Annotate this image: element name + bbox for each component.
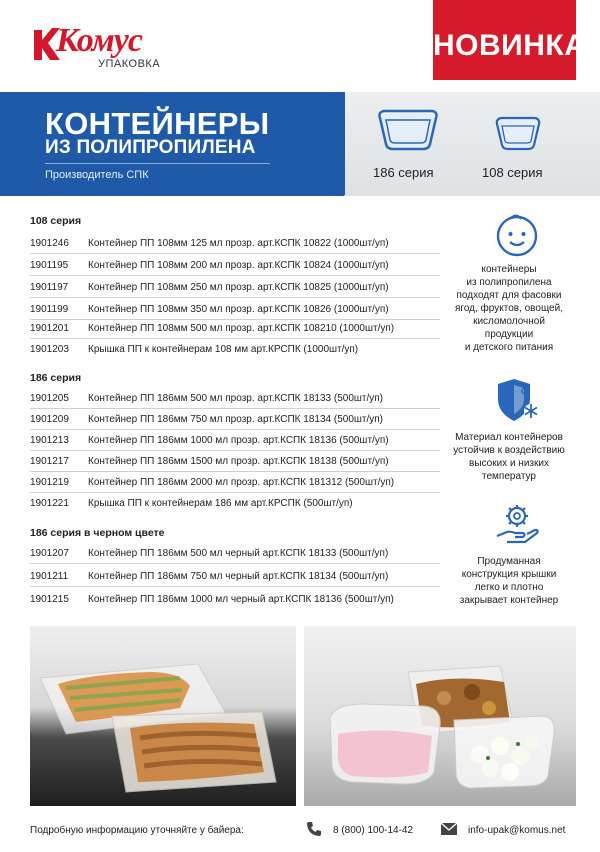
feature-line: конструкция крышки — [461, 569, 557, 580]
product-description: Контейнер ПП 108мм 500 мл прозр. арт.КСПК 108210 (1000шт/уп) — [88, 323, 395, 334]
email-icon — [440, 822, 458, 836]
baby-face-icon — [494, 212, 540, 258]
table-row — [30, 543, 440, 564]
table-row — [30, 233, 440, 254]
table-row — [30, 339, 440, 360]
product-description: Контейнер ПП 108мм 125 мл прозр. арт.КСПК 10822 (1000шт/уп) — [88, 238, 389, 249]
container-108-icon — [491, 112, 545, 154]
product-description: Контейнер ПП 186мм 1000 мл прозр. арт.КСПК 18136 (500шт/уп) — [88, 435, 389, 446]
product-description: Контейнер ПП 186мм 750 мл черный арт.КСПК 18134 (500шт/уп) — [88, 571, 389, 582]
article-code: 1901221 — [30, 498, 69, 509]
article-code: 1901199 — [30, 304, 69, 315]
table-row — [30, 472, 440, 493]
feature-line: подходят для фасовки — [456, 290, 562, 301]
product-description: Контейнер ПП 186мм 500 мл прозр. арт.КСПК 18133 (500шт/уп) — [88, 393, 383, 404]
title-divider — [45, 163, 270, 164]
article-code: 1901209 — [30, 414, 69, 425]
feature-line: легко и плотно — [474, 582, 544, 593]
title-banner — [0, 92, 600, 196]
feature-line: температур — [482, 471, 536, 482]
article-code: 1901217 — [30, 456, 69, 467]
table-row — [30, 430, 440, 451]
table-row — [30, 493, 440, 514]
table-row — [30, 451, 440, 472]
article-code: 1901195 — [30, 260, 69, 271]
series-186-caption: 186 серия — [373, 165, 434, 180]
feature-text-food — [448, 263, 570, 354]
page-footer — [0, 815, 600, 845]
product-photo-right — [304, 626, 576, 806]
page-title: КОНТЕЙНЕРЫ — [45, 106, 270, 141]
shield-temperature-icon — [494, 375, 540, 425]
phone-number[interactable]: 8 (800) 100-14-42 — [333, 825, 414, 836]
article-code: 1901203 — [30, 344, 69, 355]
article-code: 1901246 — [30, 238, 69, 249]
section-title-108: 108 серия — [30, 215, 82, 227]
feature-line: и детского питания — [464, 342, 554, 353]
containers-food-illustration — [304, 626, 576, 806]
feature-line: кисломолочной — [473, 316, 545, 327]
feature-line: контейнеры — [481, 264, 537, 275]
manufacturer-label: Производитель СПК — [45, 169, 149, 181]
product-description: Крышка ПП к контейнерам 108 мм арт.КРСПК (1000шт/уп) — [88, 344, 359, 355]
product-photo-left — [30, 626, 296, 806]
product-description: Контейнер ПП 186мм 1000 мл черный арт.КСПК 18136 (500шт/уп) — [88, 594, 394, 605]
page-subtitle: ИЗ ПОЛИПРОПИЛЕНА — [45, 137, 256, 158]
feature-text-lid — [448, 555, 570, 607]
product-description: Контейнер ПП 186мм 500 мл черный арт.КСПК 18133 (500шт/уп) — [88, 548, 389, 559]
section-title-186: 186 серия — [30, 372, 82, 384]
feature-line: из полипропилена — [466, 277, 552, 288]
container-186-icon — [372, 104, 444, 156]
article-code: 1901211 — [30, 571, 69, 582]
table-row — [30, 299, 440, 320]
product-description: Контейнер ПП 108мм 350 мл прозр. арт.КСПК 10826 (1000шт/уп) — [88, 304, 389, 315]
phone-icon — [305, 820, 323, 838]
product-description: Контейнер ПП 186мм 750 мл прозр. арт.КСПК 18134 (500шт/уп) — [88, 414, 383, 425]
feature-line: продукции — [484, 329, 534, 340]
section-title-186-black: 186 серия в черном цвете — [30, 527, 165, 539]
feature-line: высоких и низких — [469, 458, 549, 469]
article-code: 1901215 — [30, 594, 69, 605]
feature-line: устойчив к воздействию — [453, 445, 565, 456]
product-description: Контейнер ПП 186мм 1500 мл прозр. арт.КСПК 18138 (500шт/уп) — [88, 456, 389, 467]
table-row — [30, 388, 440, 409]
table-row — [30, 255, 440, 276]
feature-line: Материал контейнеров — [455, 432, 563, 443]
contact-info-label: Подробную информацию уточняйте у байера: — [30, 825, 244, 836]
article-code: 1901205 — [30, 393, 69, 404]
article-code: 1901201 — [30, 323, 69, 334]
page-header — [0, 0, 600, 88]
feature-line: закрывает контейнер — [459, 595, 559, 606]
containers-photo-illustration — [30, 626, 296, 806]
product-description: Контейнер ПП 108мм 200 мл прозр. арт.КСПК 10824 (1000шт/уп) — [88, 260, 389, 271]
feature-line: ягод, фруктов, овощей, — [454, 303, 563, 314]
table-row — [30, 589, 440, 610]
feature-text-temperature — [448, 431, 570, 483]
komus-logo — [30, 22, 170, 72]
product-description: Крышка ПП к контейнерам 186 мм арт.КРСПК (500шт/уп) — [88, 498, 353, 509]
article-code: 1901197 — [30, 282, 69, 293]
new-badge: НОВИНКА — [433, 0, 576, 80]
logo-brand: Комус — [56, 22, 142, 59]
hand-gear-icon — [493, 502, 541, 548]
article-code: 1901207 — [30, 548, 69, 559]
product-description: Контейнер ПП 108мм 250 мл прозр. арт.КСПК 10825 (1000шт/уп) — [88, 282, 389, 293]
product-description: Контейнер ПП 186мм 2000 мл прозр. арт.КСПК 181312 (500шт/уп) — [88, 477, 395, 488]
table-row — [30, 318, 440, 339]
article-code: 1901219 — [30, 477, 69, 488]
feature-line: Продуманная — [477, 556, 541, 567]
table-row — [30, 277, 440, 298]
series-108-caption: 108 серия — [482, 165, 543, 180]
table-row — [30, 409, 440, 430]
article-code: 1901213 — [30, 435, 69, 446]
table-row — [30, 566, 440, 587]
email-link[interactable]: info-upak@komus.net — [468, 825, 566, 836]
logo-subtitle: УПАКОВКА — [98, 58, 161, 70]
